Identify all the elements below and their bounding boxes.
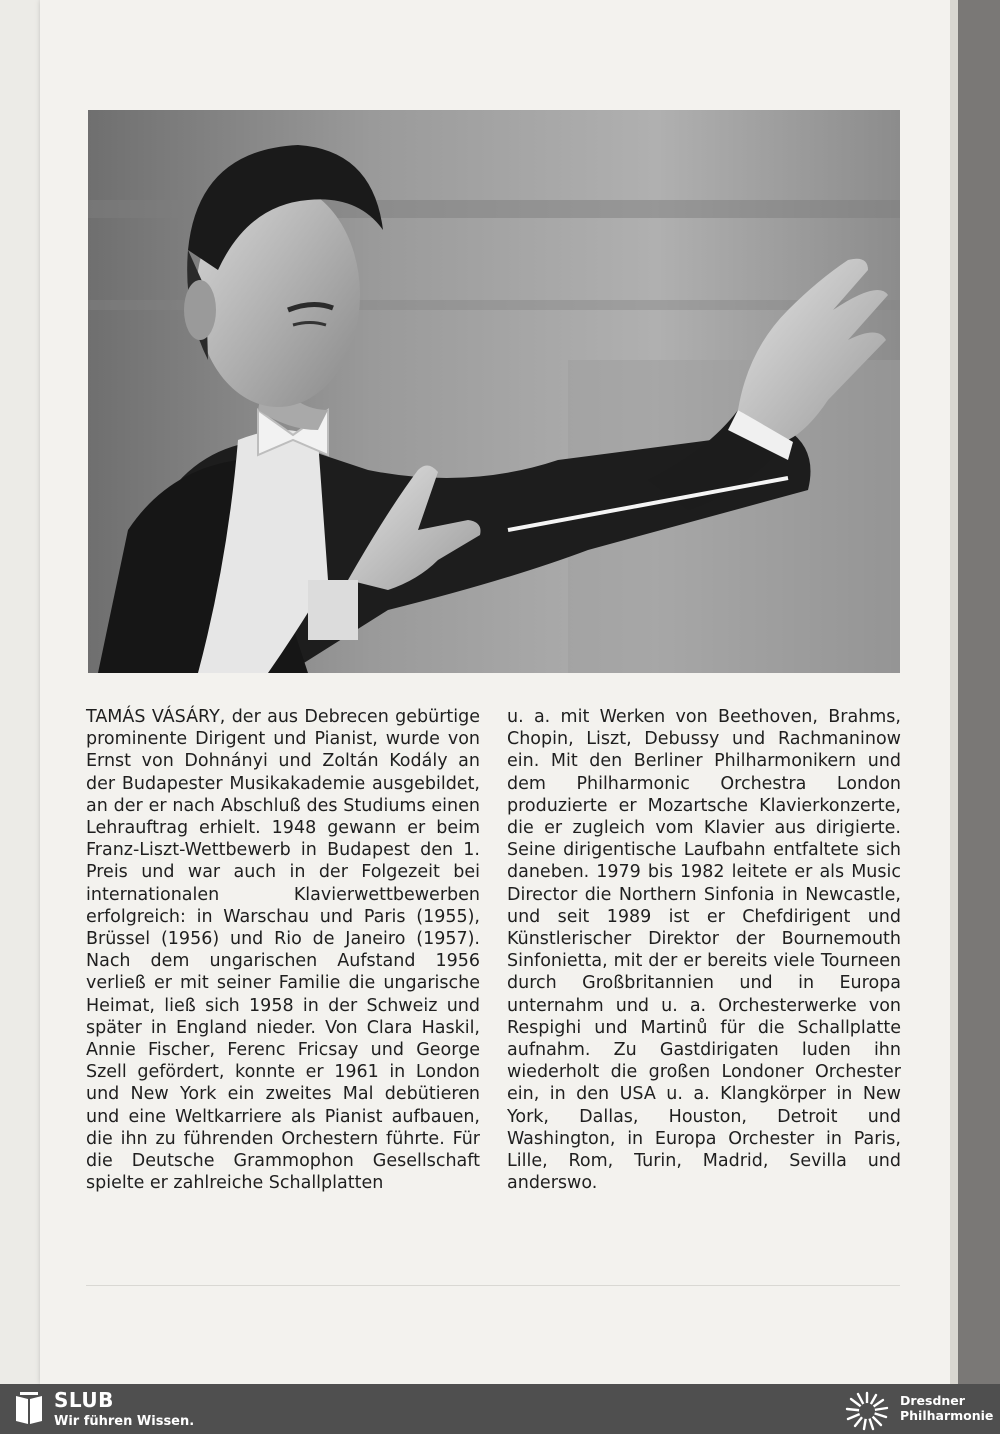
- page-edge: [950, 0, 958, 1384]
- partner-name-line1: Dresdner: [900, 1393, 965, 1408]
- library-name: SLUB: [54, 1388, 114, 1412]
- article-column-left: TAMÁS VÁSÁRY, der aus Debrecen gebürtige prominente Dirigent und Pianist, wurde von Ernst von Dohnányi und Zoltán Kodály an der Budapester Musikakademie ausgebildet, an der er nach Abschluß des Studiums einen Lehrauftrag erhielt. 1948 gewann er beim Franz-Liszt-Wettbewerb in Budapest den 1. Preis und war auch in der Folgezeit bei internationalen Klavierwettbewerben erfolgreich: in Warschau und Paris (1955), Brüssel (1956) und Rio de Janeiro (1957). Nach dem ungarischen Aufstand 1956 verließ er mit seiner Familie die ungarische Heimat, ließ sich 1958 in der Schweiz und später in England nieder. Von Clara Haskil, Annie Fischer, Ferenc Fricsay und George Szell gefördert, konnte er 1961 in London und New York ein zweites Mal debütieren und eine Weltkarriere als Pianist aufbauen, die ihn zu führenden Orchestern führte. Für die Deutsche Grammophon Gesellschaft spielte er zahlreiche Schallplatten: [86, 707, 480, 1194]
- slub-logo-icon: [14, 1392, 44, 1426]
- partner-name-line2: Philharmonie: [900, 1408, 994, 1423]
- dresdner-philharmonie-logo-icon: [842, 1390, 892, 1432]
- conductor-photo: [88, 110, 900, 673]
- article-column-right: u. a. mit Werken von Beethoven, Brahms, Chopin, Liszt, Debussy und Rachmaninow ein. Mit den Berliner Philharmonikern und dem Philharmonic Orchestra London produzierte er Mozartsche Klavierkonzerte, die er zugleich vom Klavier aus dirigierte. Seine dirigentische Laufbahn entfaltete sich daneben. 1979 bis 1982 leitete er als Music Director die Northern Sinfonia in Newcastle, und seit 1989 ist er Chefdirigent und Künstlerischer Direktor der Bournemouth Sinfonietta, mit der er bereits viele Tourneen durch Großbritannien und in Europa unternahm und u. a. Orchesterwerke von Respighi und Martinů für die Schallplatte aufnahm. Zu Gastdirigaten luden ihn wiederholt die großen Londoner Orchester ein, in den USA u. a. Klangkörper in New York, Dallas, Houston, Detroit und Washington, in Europa Orchester in Paris, Lille, Rom, Turin, Madrid, Sevilla und anderswo.: [507, 707, 901, 1194]
- library-tagline: Wir führen Wissen.: [54, 1414, 195, 1429]
- conductor-photo-illustration: [88, 110, 900, 673]
- partner-name: [900, 1393, 993, 1423]
- page-divider: [86, 1285, 900, 1286]
